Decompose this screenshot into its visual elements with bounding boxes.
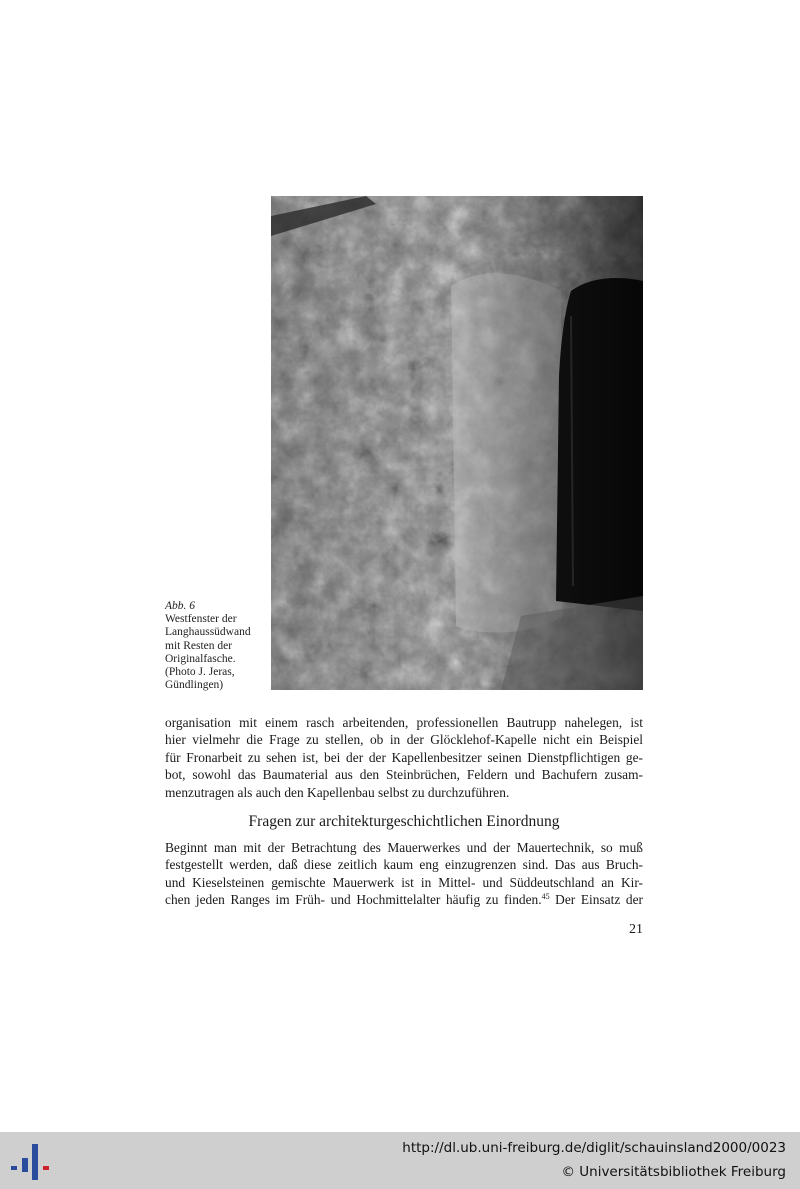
figure-photo: [271, 196, 643, 690]
document-url-link[interactable]: http://dl.ub.uni-freiburg.de/diglit/schauinsland2000/0023: [402, 1140, 786, 1156]
caption-line: mit Resten der: [165, 639, 233, 652]
copyright-notice: © Universitätsbibliothek Freiburg: [561, 1164, 786, 1180]
text-line: organisation mit einem rasch arbeitenden, professionellen Bautrupp nahelegen, ist: [165, 715, 643, 730]
caption-line: Gündlingen): [165, 679, 224, 692]
text-segment: Der Einsatz der: [549, 892, 643, 908]
text-line: Beginnt man mit der Betrachtung des Mauerwerkes und der Mauertechnik, so muß: [165, 840, 643, 855]
text-line: bot, sowohl das Baumaterial aus den Steinbrüchen, Feldern und Bachufern zusam-: [165, 767, 643, 783]
page-number: 21: [629, 922, 643, 937]
footer-band: [0, 1132, 800, 1189]
text-line: für Fronarbeit zu sehen ist, bei der der Kapellenbesitzer seinen Dienstpflichtigen ge-: [165, 749, 643, 765]
caption-label: Abb. 6: [165, 600, 196, 612]
text-segment: chen jeden Ranges im Früh- und Hochmittelalter häufig zu finden.: [165, 892, 542, 908]
figure-caption: [165, 600, 269, 692]
text-line: hier vielmehr die Frage zu stellen, ob in der Glöcklehof-Kapelle nicht ein Beispiel: [165, 732, 643, 748]
text-line: menzutragen als auch den Kapellenbau selbst zu durchzuführen.: [165, 784, 510, 800]
text-line: und Kieselsteinen gemischte Mauerwerk ist in Mittel- und Süddeutschland an Kir-: [165, 874, 643, 890]
library-logo-icon: [10, 1142, 52, 1182]
paragraph-2: [165, 839, 643, 909]
section-heading: Fragen zur architekturgeschichtlichen Einordnung: [248, 813, 560, 830]
text-line-with-footnote: [165, 891, 643, 908]
footnote-reference[interactable]: 45: [541, 892, 550, 902]
caption-line: Westfenster der: [165, 613, 237, 626]
paragraph-1: [165, 714, 643, 801]
caption-line: Originalfasche.: [165, 652, 236, 665]
caption-line: Langhaussüdwand: [165, 626, 251, 639]
caption-line: (Photo J. Jeras,: [165, 666, 235, 679]
stone-wall-photo: [271, 196, 643, 690]
text-line: festgestellt werden, daß diese zeitlich kaum eng einzugrenzen sind. Das aus Bruch-: [165, 857, 643, 873]
